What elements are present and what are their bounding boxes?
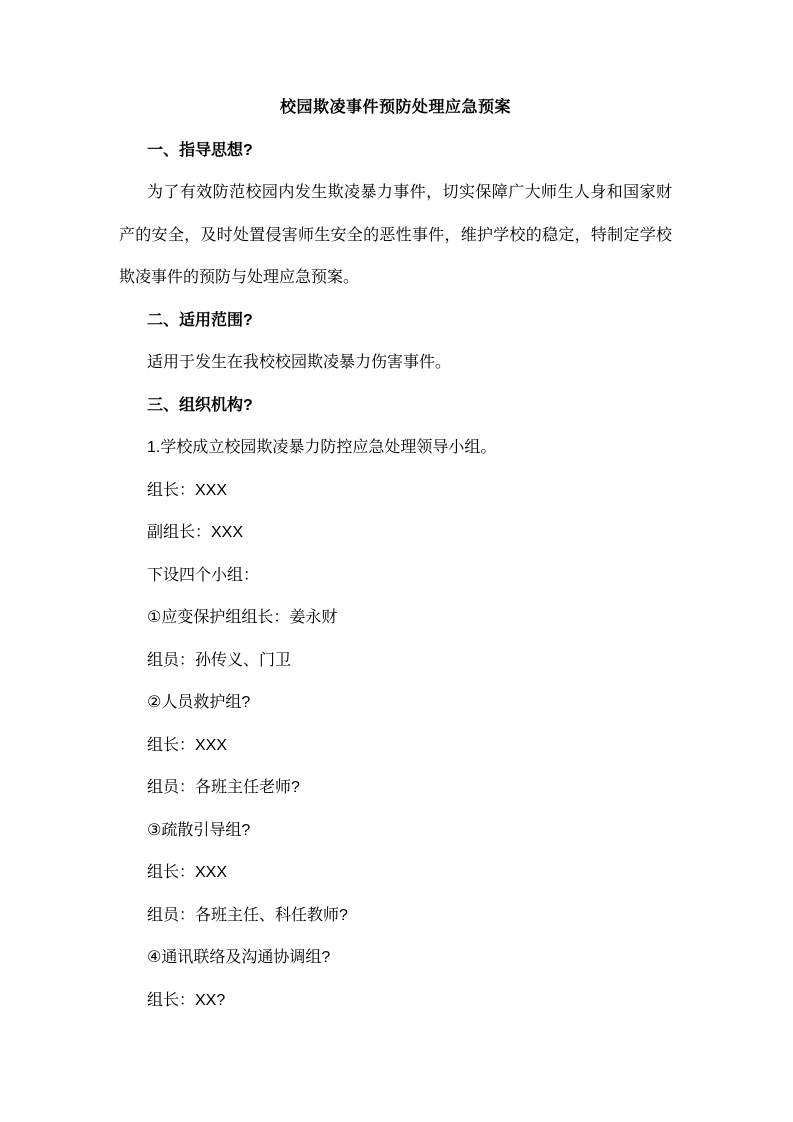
paragraph: 组员：各班主任老师?: [147, 779, 300, 796]
paragraph: 组长：XXX: [147, 736, 228, 754]
paragraph: 组员：孙传义、门卫: [147, 651, 292, 669]
section-heading: 三、组织机构?: [147, 396, 253, 414]
paragraph: ④通讯联络及沟通协调组?: [147, 949, 331, 966]
paragraph: ①应变保护组组长：姜永财: [147, 609, 338, 626]
paragraph: 适用于发生在我校校园欺凌暴力伤害事件。: [147, 354, 452, 371]
paragraph: 组长：XXX: [147, 864, 228, 881]
paragraph: 副组长：XXX: [147, 524, 244, 541]
document-title: 校园欺凌事件预防处理应急预案: [279, 99, 511, 116]
section-heading: 二、适用范围?: [147, 311, 253, 329]
paragraph: 下设四个小组：: [147, 566, 260, 584]
paragraph: 组长：XX?: [147, 991, 226, 1009]
paragraph: 组长：XXX: [147, 481, 228, 499]
paragraph: ③疏散引导组?: [147, 821, 251, 839]
paragraph: 1.学校成立校园欺凌暴力防控应急处理领导小组。: [147, 439, 497, 456]
paragraph: ②人员救护组?: [147, 694, 251, 711]
paragraph: 组员：各班主任、科任教师?: [147, 906, 348, 924]
section-heading: 一、指导思想?: [147, 141, 253, 159]
paragraph: 为了有效防范校园内发生欺凌暴力事件，切实保障广大师生人身和国家财产的安全，及时处置侵害师生安全的恶性事件，维护学校的稳定，特制定学校欺凌事件的预防与处理应急预案。: [119, 184, 672, 286]
document-body: [119, 130, 672, 1023]
